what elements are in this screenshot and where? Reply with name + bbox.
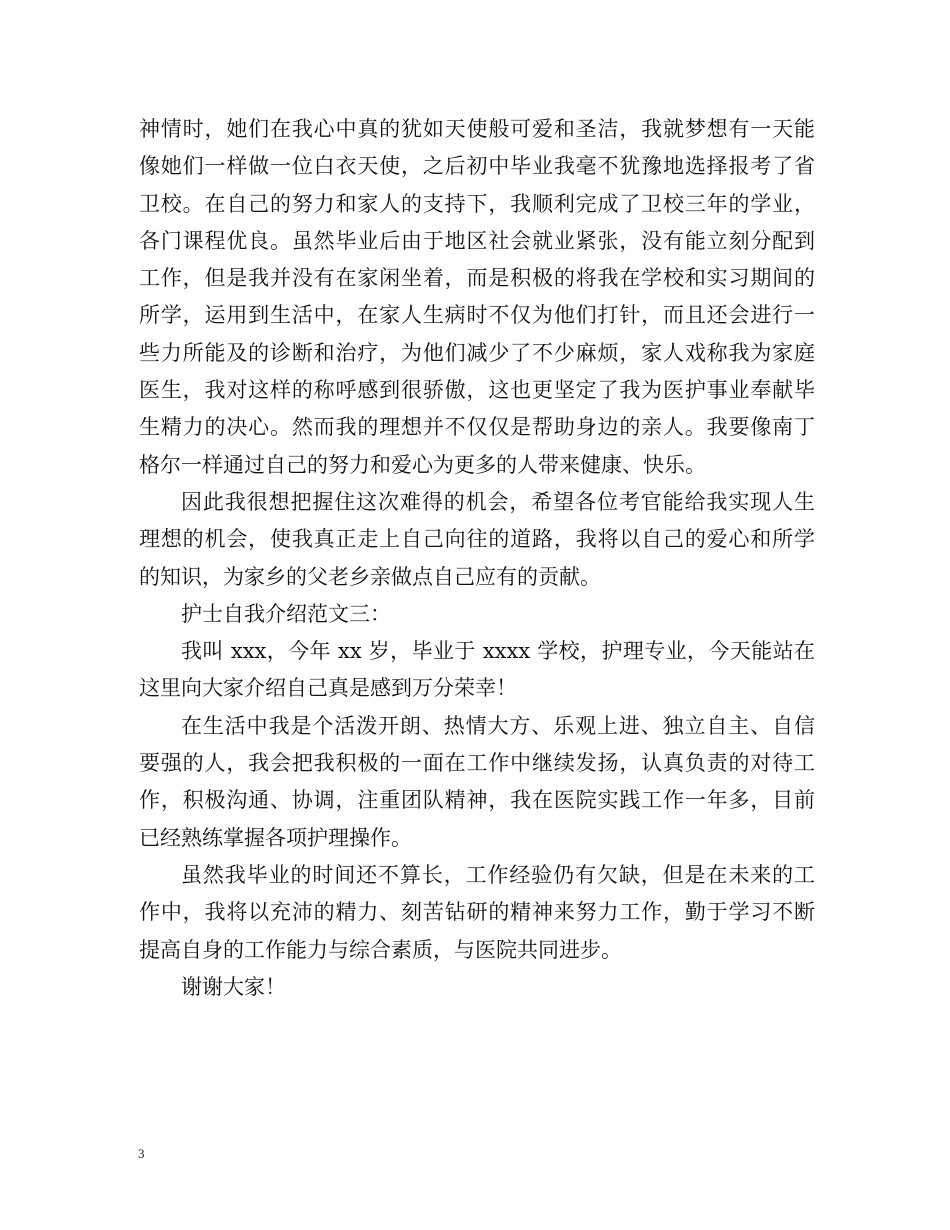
text-line: 我叫 xxx，今年 xx 岁，毕业于 xxxx 学校，护理专业，今天能站在 [181,639,815,664]
paragraph [139,484,815,596]
text-line: 各门课程优良。虽然毕业后由于地区社会就业紧张，没有能立刻分配到 [139,228,815,253]
paragraph [139,708,815,857]
text-line: 因此我很想把握住这次难得的机会，希望各位考官能给我实现人生 [181,489,815,514]
text-line: 卫校。在自己的努力和家人的支持下，我顺利完成了卫校三年的学业， [139,191,815,216]
text-line: 谢谢大家！ [181,974,286,999]
paragraph [139,633,815,708]
text-line: 在生活中我是个活泼开朗、热情大方、乐观上进、独立自主、自信 [181,713,815,738]
page-number: 3 [138,1146,145,1161]
text-line: 作中，我将以充沛的精力、刻苦钻研的精神来努力工作，勤于学习不断 [139,900,815,925]
paragraph [139,969,815,1006]
text-line: 像她们一样做一位白衣天使，之后初中毕业我毫不犹豫地选择报考了省 [139,154,815,179]
text-line: 理想的机会，使我真正走上自己向往的道路，我将以自己的爱心和所学 [139,527,815,552]
text-line: 要强的人，我会把我积极的一面在工作中继续发扬，认真负责的对待工 [139,751,815,776]
document-body [139,111,815,1006]
text-line: 已经熟练掌握各项护理操作。 [139,825,412,850]
text-line: 的知识，为家乡的父老乡亲做点自己应有的贡献。 [139,564,601,589]
text-line: 些力所能及的诊断和治疗，为他们减少了不少麻烦，家人戏称我为家庭 [139,340,815,365]
text-line: 所学，运用到生活中，在家人生病时不仅为他们打针，而且还会进行一 [139,303,815,328]
text-line: 生精力的决心。然而我的理想并不仅仅是帮助身边的亲人。我要像南丁 [139,415,815,440]
text-line: 格尔一样通过自己的努力和爱心为更多的人带来健康、快乐。 [139,452,706,477]
text-line: 护士自我介绍范文三： [181,601,391,626]
text-line: 医生，我对这样的称呼感到很骄傲，这也更坚定了我为医护事业奉献毕 [139,378,815,403]
paragraph [139,596,815,633]
paragraph [139,857,815,969]
text-line: 神情时，她们在我心中真的犹如天使般可爱和圣洁，我就梦想有一天能 [139,117,815,141]
text-line: 这里向大家介绍自己真是感到万分荣幸！ [139,676,517,701]
text-line: 提高自身的工作能力与综合素质，与医院共同进步。 [139,937,622,962]
text-line: 作，积极沟通、协调，注重团队精神，我在医院实践工作一年多，目前 [139,788,815,813]
paragraph [139,111,815,484]
text-line: 虽然我毕业的时间还不算长，工作经验仍有欠缺，但是在未来的工 [181,862,815,887]
text-line: 工作，但是我并没有在家闲坐着，而是积极的将我在学校和实习期间的 [139,266,815,291]
